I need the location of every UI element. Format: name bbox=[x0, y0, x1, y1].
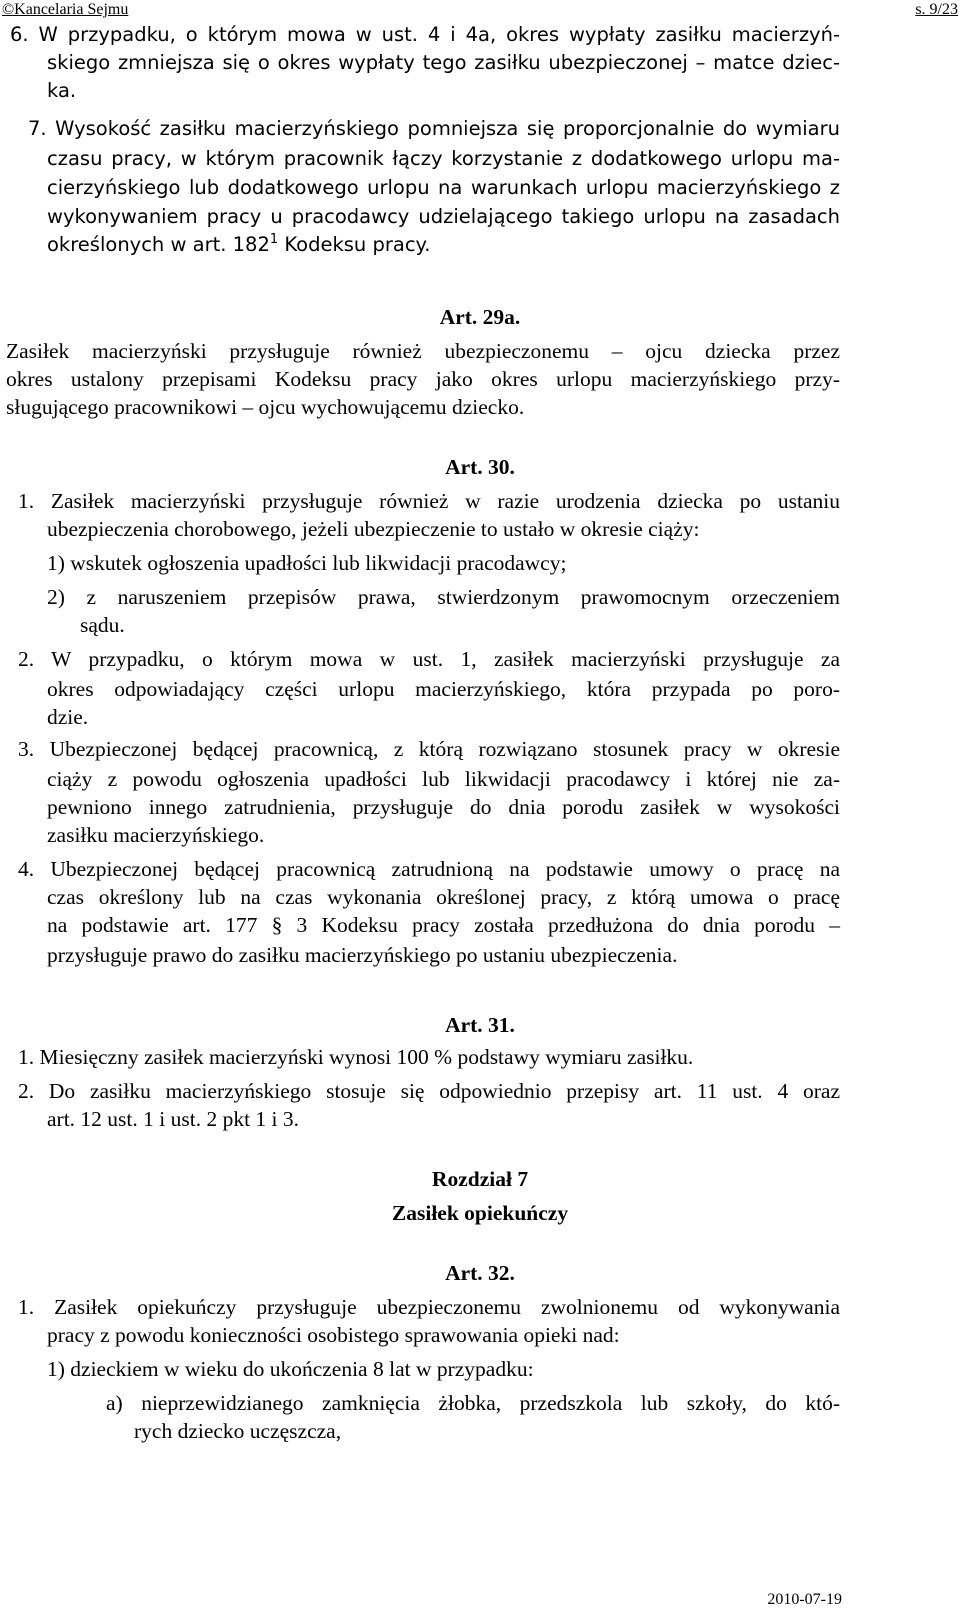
art30-u4-line-4: przysługuje prawo do zasiłku macierzyńskiego po ustaniu ubezpieczenia. bbox=[47, 943, 678, 967]
art31-u2-line-2: art. 12 ust. 1 i ust. 2 pkt 1 i 3. bbox=[47, 1107, 300, 1131]
art31-heading: Art. 31. bbox=[445, 1013, 515, 1037]
chapter-number: Rozdział 7 bbox=[431, 1167, 529, 1191]
art29a-line-2: okres ustalony przepisami Kodeksu pracy jako okres urlopu macierzyńskiego przy- bbox=[6, 367, 840, 391]
art32-heading: Art. 32. bbox=[445, 1261, 515, 1285]
art30-u1-point-1: 1) wskutek ogłoszenia upadłości lub likwidacji pracodawcy; bbox=[47, 551, 567, 575]
p7-line-1: 7. Wysokość zasiłku macierzyńskiego pomniejsza się proporcjonalnie do wymiaru bbox=[28, 117, 840, 140]
art30-u3-line-1: 3. Ubezpieczonej będącej pracownicą, z którą rozwiązano stosunek pracy w okresie bbox=[18, 737, 840, 761]
art30-u1-line-2: ubezpieczenia chorobowego, jeżeli ubezpieczenie to ustało w okresie ciąży: bbox=[47, 517, 700, 541]
p6-line-1: 6. W przypadku, o którym mowa w ust. 4 i 4a, okres wypłaty zasiłku macierzyń- bbox=[10, 23, 840, 46]
art32-u1-line-2: pracy z powodu konieczności osobistego sprawowania opieki nad: bbox=[47, 1323, 620, 1347]
p7-line-5-text: określonych w art. 182 bbox=[47, 233, 270, 256]
art29a-heading: Art. 29a. bbox=[439, 305, 521, 329]
chapter-title: Zasiłek opiekuńczy bbox=[391, 1201, 569, 1225]
p7-line-2: czasu pracy, w którym pracownik łączy korzystanie z dodatkowego urlopu ma- bbox=[47, 147, 840, 170]
header-page-number: s. 9/23 bbox=[915, 1, 958, 18]
superscript-1: 1 bbox=[269, 232, 279, 247]
p6-line-3: ka. bbox=[47, 79, 77, 102]
art30-u3-line-4: zasiłku macierzyńskiego. bbox=[47, 823, 265, 847]
art32-u1-line-1: 1. Zasiłek opiekuńczy przysługuje ubezpieczonemu zwolnionemu od wykonywania bbox=[18, 1295, 840, 1319]
art30-u1-point-2-cont: sądu. bbox=[80, 613, 125, 637]
art29a-line-3: sługującego pracownikowi – ojcu wychowującemu dziecko. bbox=[6, 395, 525, 419]
header-copyright: ©Kancelaria Sejmu bbox=[2, 1, 129, 18]
p7-line-3: cierzyńskiego lub dodatkowego urlopu na warunkach urlopu macierzyńskiego z bbox=[47, 176, 840, 199]
p7-line-4: wykonywaniem pracy u pracodawcy udzielającego takiego urlopu na zasadach bbox=[47, 205, 840, 228]
art32-point-1: 1) dzieckiem w wieku do ukończenia 8 lat w przypadku: bbox=[47, 1357, 534, 1381]
art30-u1-line-1: 1. Zasiłek macierzyński przysługuje również w razie urodzenia dziecka po ustaniu bbox=[18, 489, 840, 513]
art30-u2-line-1: 2. W przypadku, o którym mowa w ust. 1, zasiłek macierzyński przysługuje za bbox=[18, 647, 840, 671]
art31-u2-line-1: 2. Do zasiłku macierzyńskiego stosuje się odpowiednio przepisy art. 11 ust. 4 oraz bbox=[18, 1079, 840, 1103]
art31-u1: 1. Miesięczny zasiłek macierzyński wynosi 100 % podstawy wymiaru zasiłku. bbox=[18, 1045, 694, 1069]
footer-date: 2010-07-19 bbox=[767, 1591, 842, 1608]
art30-u1-point-2: 2) z naruszeniem przepisów prawa, stwierdzonym prawomocnym orzeczeniem bbox=[47, 585, 840, 609]
art32-letter-a-line-1: a) nieprzewidzianego zamknięcia żłobka, przedszkola lub szkoły, do któ- bbox=[106, 1391, 840, 1415]
art29a-line-1: Zasiłek macierzyński przysługuje również ubezpieczonemu – ojcu dziecka przez bbox=[6, 339, 840, 363]
art30-u3-line-3: pewniono innego zatrudnienia, przysługuje do dnia porodu zasiłek w wysokości bbox=[47, 795, 840, 819]
art30-u4-line-2: czas określony lub na czas wykonania określonej pracy, z którą umowa o pracę bbox=[47, 885, 840, 909]
art30-u4-line-1: 4. Ubezpieczonej będącej pracownicą zatrudnioną na podstawie umowy o pracę na bbox=[18, 857, 840, 881]
p6-line-2: skiego zmniejsza się o okres wypłaty tego zasiłku ubezpieczonej – matce dziec- bbox=[47, 51, 840, 74]
art30-u2-line-3: dzie. bbox=[47, 705, 89, 729]
art30-u4-line-3: na podstawie art. 177 § 3 Kodeksu pracy została przedłużona do dnia porodu – bbox=[47, 913, 840, 937]
p7-line-5-rest: Kodeksu pracy. bbox=[278, 233, 431, 256]
art30-heading: Art. 30. bbox=[445, 455, 515, 479]
p7-line-5 bbox=[47, 232, 431, 258]
art32-letter-a-line-2: rych dziecko uczęszcza, bbox=[134, 1419, 342, 1443]
art30-u3-line-2: ciąży z powodu ogłoszenia upadłości lub likwidacji pracodawcy i której nie za- bbox=[47, 767, 840, 791]
art30-u2-line-2: okres odpowiadający części urlopu macierzyńskiego, która przypada po poro- bbox=[47, 677, 840, 701]
